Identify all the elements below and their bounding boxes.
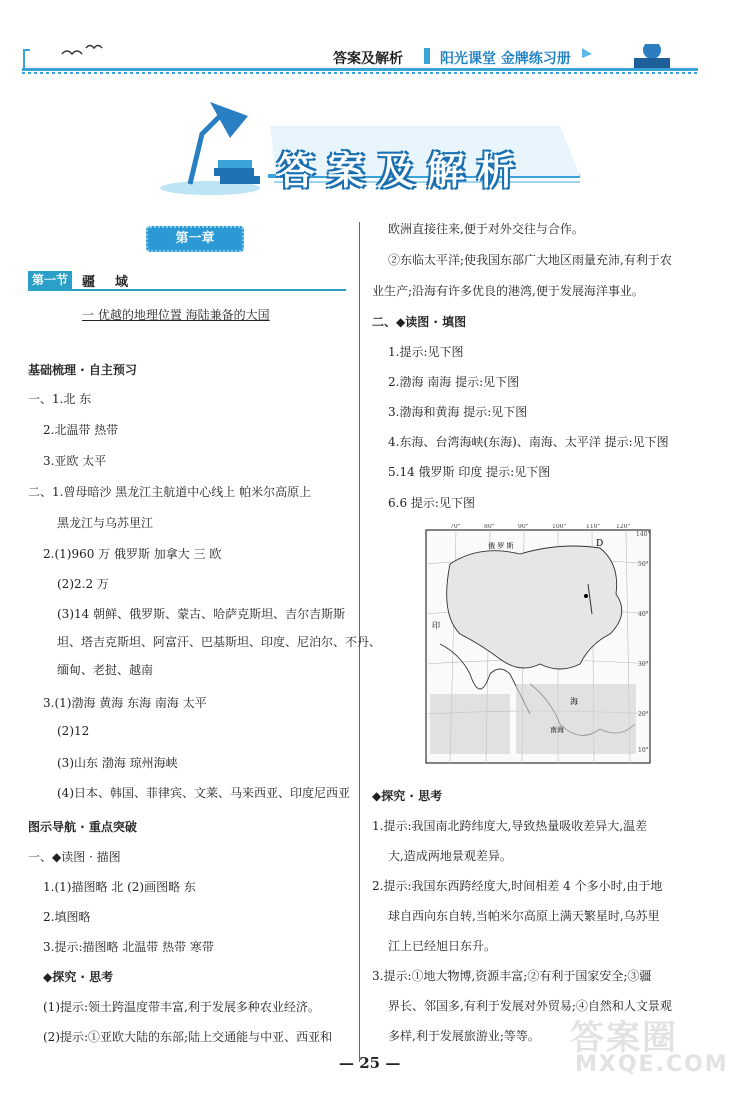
- left-line: 3.亚欧 太平: [43, 454, 107, 468]
- left-line: ◆探究 · 思考: [43, 970, 114, 984]
- map-lat-label: 50°: [638, 561, 649, 568]
- map-label-russia: 俄 罗 斯: [488, 542, 514, 550]
- right-line: 1.提示:见下图: [388, 345, 464, 359]
- left-line: 一、1.北 东: [28, 392, 92, 406]
- left-line: 黑龙江与乌苏里江: [57, 516, 154, 530]
- left-line: 1.(1)描图略 北 (2)画图略 东: [43, 880, 196, 894]
- right-line: 2.提示:我国东西跨经度大,时间相差 4 个多小时,由于地: [372, 879, 663, 893]
- map-lon-label: 100°: [552, 524, 567, 530]
- left-line: 2.北温带 热带: [43, 423, 119, 437]
- header-right-title: 阳光课堂 金牌练习册: [440, 51, 571, 67]
- left-line: 3.(1)渤海 黄海 东海 南海 太平: [43, 696, 207, 710]
- map-lat-label: 20°: [638, 711, 649, 718]
- map-lat-label: 30°: [638, 661, 649, 668]
- header-separator: [424, 48, 430, 64]
- map-label-d: D: [596, 539, 604, 549]
- right-line: 江上已经旭日东升。: [388, 939, 497, 953]
- left-line: 2.填图略: [43, 910, 91, 924]
- section-rule: [28, 289, 346, 291]
- left-line: (1)提示:领土跨温度带丰富,利于发展多种农业经济。: [43, 1000, 320, 1014]
- left-line: 缅甸、老挝、越南: [57, 663, 154, 677]
- map-lon-label: 140°: [636, 531, 651, 538]
- left-heading-1: 基础梳理 · 自主预习: [28, 363, 137, 377]
- right-line: 6.6 提示:见下图: [388, 496, 475, 510]
- watermark-logo: 答案圈: [570, 1018, 678, 1058]
- header-rule: [22, 68, 698, 71]
- map-lon-label: 120°: [616, 524, 631, 530]
- left-line: (3)14 朝鲜、俄罗斯、蒙古、哈萨克斯坦、吉尔吉斯斯: [57, 607, 346, 621]
- page-number: — 25 —: [339, 1054, 401, 1072]
- section-title: 疆域: [82, 275, 149, 290]
- left-line: 二、1.曾母暗沙 黑龙江主航道中心线上 帕米尔高原上: [28, 485, 312, 499]
- chapter-badge: 第一章: [146, 226, 244, 252]
- header-dotted-rule: [22, 72, 698, 74]
- map-lat-label: 40°: [638, 611, 649, 618]
- right-line: 5.14 俄罗斯 印度 提示:见下图: [388, 465, 551, 479]
- map-label-ocean: 海: [570, 697, 578, 706]
- right-line: 4.东海、台湾海峡(东海)、南海、太平洋 提示:见下图: [388, 435, 669, 449]
- map-figure: [420, 524, 656, 769]
- right-line: 球自西向东自转,当帕米尔高原上满天繁星时,乌苏里: [388, 909, 660, 923]
- right-line: ②东临太平洋;使我国东部广大地区雨量充沛,有利于农: [388, 253, 672, 267]
- right-line: 二、◆读图 · 填图: [372, 315, 467, 329]
- banner-title: 答案及解析: [277, 149, 528, 193]
- left-line: 一、◆读图 · 描图: [28, 850, 121, 864]
- right-line: 业生产;沿海有许多优良的港湾,便于发展海洋事业。: [372, 284, 644, 298]
- map-lat-label: 10°: [638, 747, 649, 754]
- left-line: (2)2.2 万: [57, 577, 109, 591]
- right-line: 1.提示:我国南北跨纬度大,导致热量吸收差异大,温差: [372, 819, 648, 833]
- map-lon-label: 80°: [484, 524, 495, 530]
- header-left-title: 答案及解析: [333, 51, 403, 67]
- right-line: 3.渤海和黄海 提示:见下图: [388, 405, 528, 419]
- right-line: 界长、邻国多,有利于发展对外贸易;④自然和人文景观: [388, 999, 672, 1013]
- watermark-url: MXQE.COM: [575, 1052, 729, 1077]
- right-line: 2.渤海 南海 提示:见下图: [388, 375, 520, 389]
- section-tag: 第一节: [28, 271, 72, 289]
- right-line: 3.提示:①地大物博,资源丰富;②有利于国家安全;③疆: [372, 969, 652, 983]
- left-line: (4)日本、韩国、菲律宾、文莱、马来西亚、印度尼西亚: [57, 786, 351, 800]
- right-line: 大,造成两地景观差异。: [388, 849, 512, 863]
- left-line: (2)提示:①亚欧大陆的东部;陆上交通能与中亚、西亚和: [43, 1030, 333, 1044]
- map-lon-label: 70°: [450, 524, 461, 530]
- left-line: 2.(1)960 万 俄罗斯 加拿大 三 欧: [43, 547, 222, 561]
- map-lon-label: 110°: [586, 524, 601, 530]
- right-line: 欧洲直接往来,便于对外交往与合作。: [388, 222, 584, 236]
- map-label-south-sea: 南海: [550, 726, 564, 734]
- left-line: 坦、塔吉克斯坦、阿富汗、巴基斯坦、印度、尼泊尔、不丹、: [57, 635, 382, 649]
- map-label-india: 印: [432, 621, 440, 630]
- left-line: (2)12: [57, 724, 90, 738]
- left-line: 3.提示:描图略 北温带 热带 寒带: [43, 940, 214, 954]
- map-lon-label: 90°: [518, 524, 529, 530]
- left-line: (3)山东 渤海 琼州海峡: [57, 756, 178, 770]
- right-line: 多样,利于发展旅游业;等等。: [388, 1029, 540, 1043]
- lesson-subtitle: 一 优越的地理位置 海陆兼备的大国: [82, 308, 270, 322]
- left-heading-2: 图示导航 · 重点突破: [28, 820, 137, 834]
- right-line: ◆探究 · 思考: [372, 789, 443, 803]
